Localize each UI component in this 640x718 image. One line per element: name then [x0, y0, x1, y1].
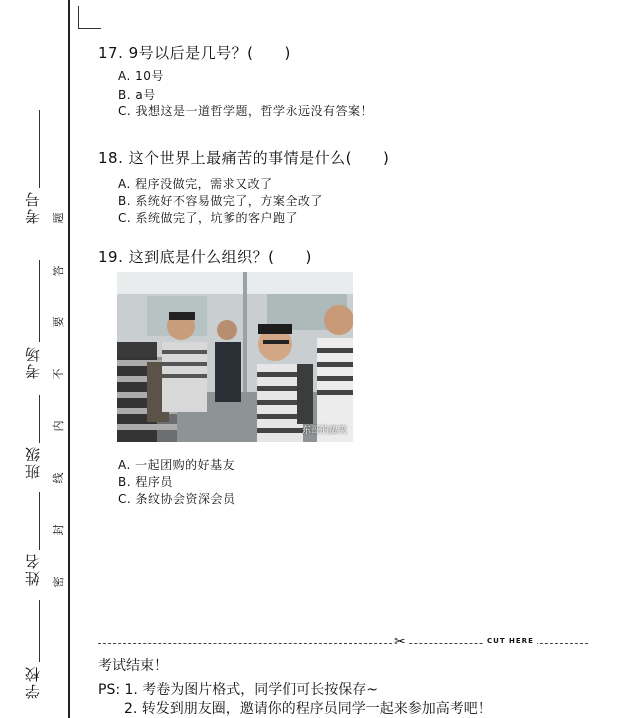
school-line: [39, 600, 40, 662]
question-18-option-a: A. 程序没做完，需求又改了: [118, 177, 273, 191]
question-18-option-c: C. 系统做完了，坑爹的客户跑了: [118, 211, 299, 225]
name-label: 姓名: [24, 552, 42, 586]
exam-room-line: [39, 260, 40, 342]
question-19-option-b: B. 程序员: [118, 475, 173, 489]
question-17-title: 17. 9号以后是几号？( ): [98, 44, 291, 62]
question-17-option-b: B. a号: [118, 88, 156, 102]
binding-margin-line: [68, 0, 70, 718]
question-17-option-c: C. 我想这是一道哲学题，哲学永远没有答案！: [118, 104, 374, 118]
class-line: [39, 395, 40, 443]
question-18-option-b: B. 系统好不容易做完了，方案全改了: [118, 194, 323, 208]
ps-note-2: 2. 转发到朋友圈，邀请你的程序员同学一起来参加高考吧！: [124, 701, 492, 717]
seal-char: 答: [52, 265, 65, 277]
seal-char: 内: [52, 420, 65, 432]
class-label: 班级: [24, 445, 42, 479]
seal-char: 要: [52, 316, 65, 328]
seal-char: 题: [52, 212, 65, 224]
exam-number-label: 考号: [24, 190, 42, 224]
question-18-title: 18. 这个世界上最痛苦的事情是什么( ): [98, 149, 390, 167]
question-19-option-c: C. 条纹协会资深会员: [118, 492, 236, 506]
school-label: 学校: [24, 665, 42, 699]
exam-room-label: 考场: [24, 345, 42, 379]
seal-char: 线: [52, 472, 65, 484]
seal-char: 封: [52, 524, 65, 536]
question-17-option-a: A. 10号: [118, 69, 164, 83]
ps-note-1: PS: 1. 考卷为图片格式，同学们可长按保存~: [98, 682, 379, 698]
scissors-icon: ✂: [394, 634, 406, 650]
photo-watermark: 东哥的搞笑: [301, 426, 347, 436]
cut-here-label: CUT HERE: [484, 637, 537, 645]
seal-char: 不: [52, 368, 65, 380]
seal-char: 密: [52, 576, 65, 588]
exam-number-line: [39, 110, 40, 188]
subway-photo: [117, 272, 353, 442]
question-19-option-a: A. 一起团购的好基友: [118, 458, 236, 472]
corner-mark: [78, 6, 101, 29]
subway-photo-illustration: [117, 272, 353, 442]
exam-end-text: 考试结束！: [98, 658, 168, 674]
name-line: [39, 492, 40, 550]
question-19-title: 19. 这到底是什么组织？( ): [98, 248, 312, 266]
